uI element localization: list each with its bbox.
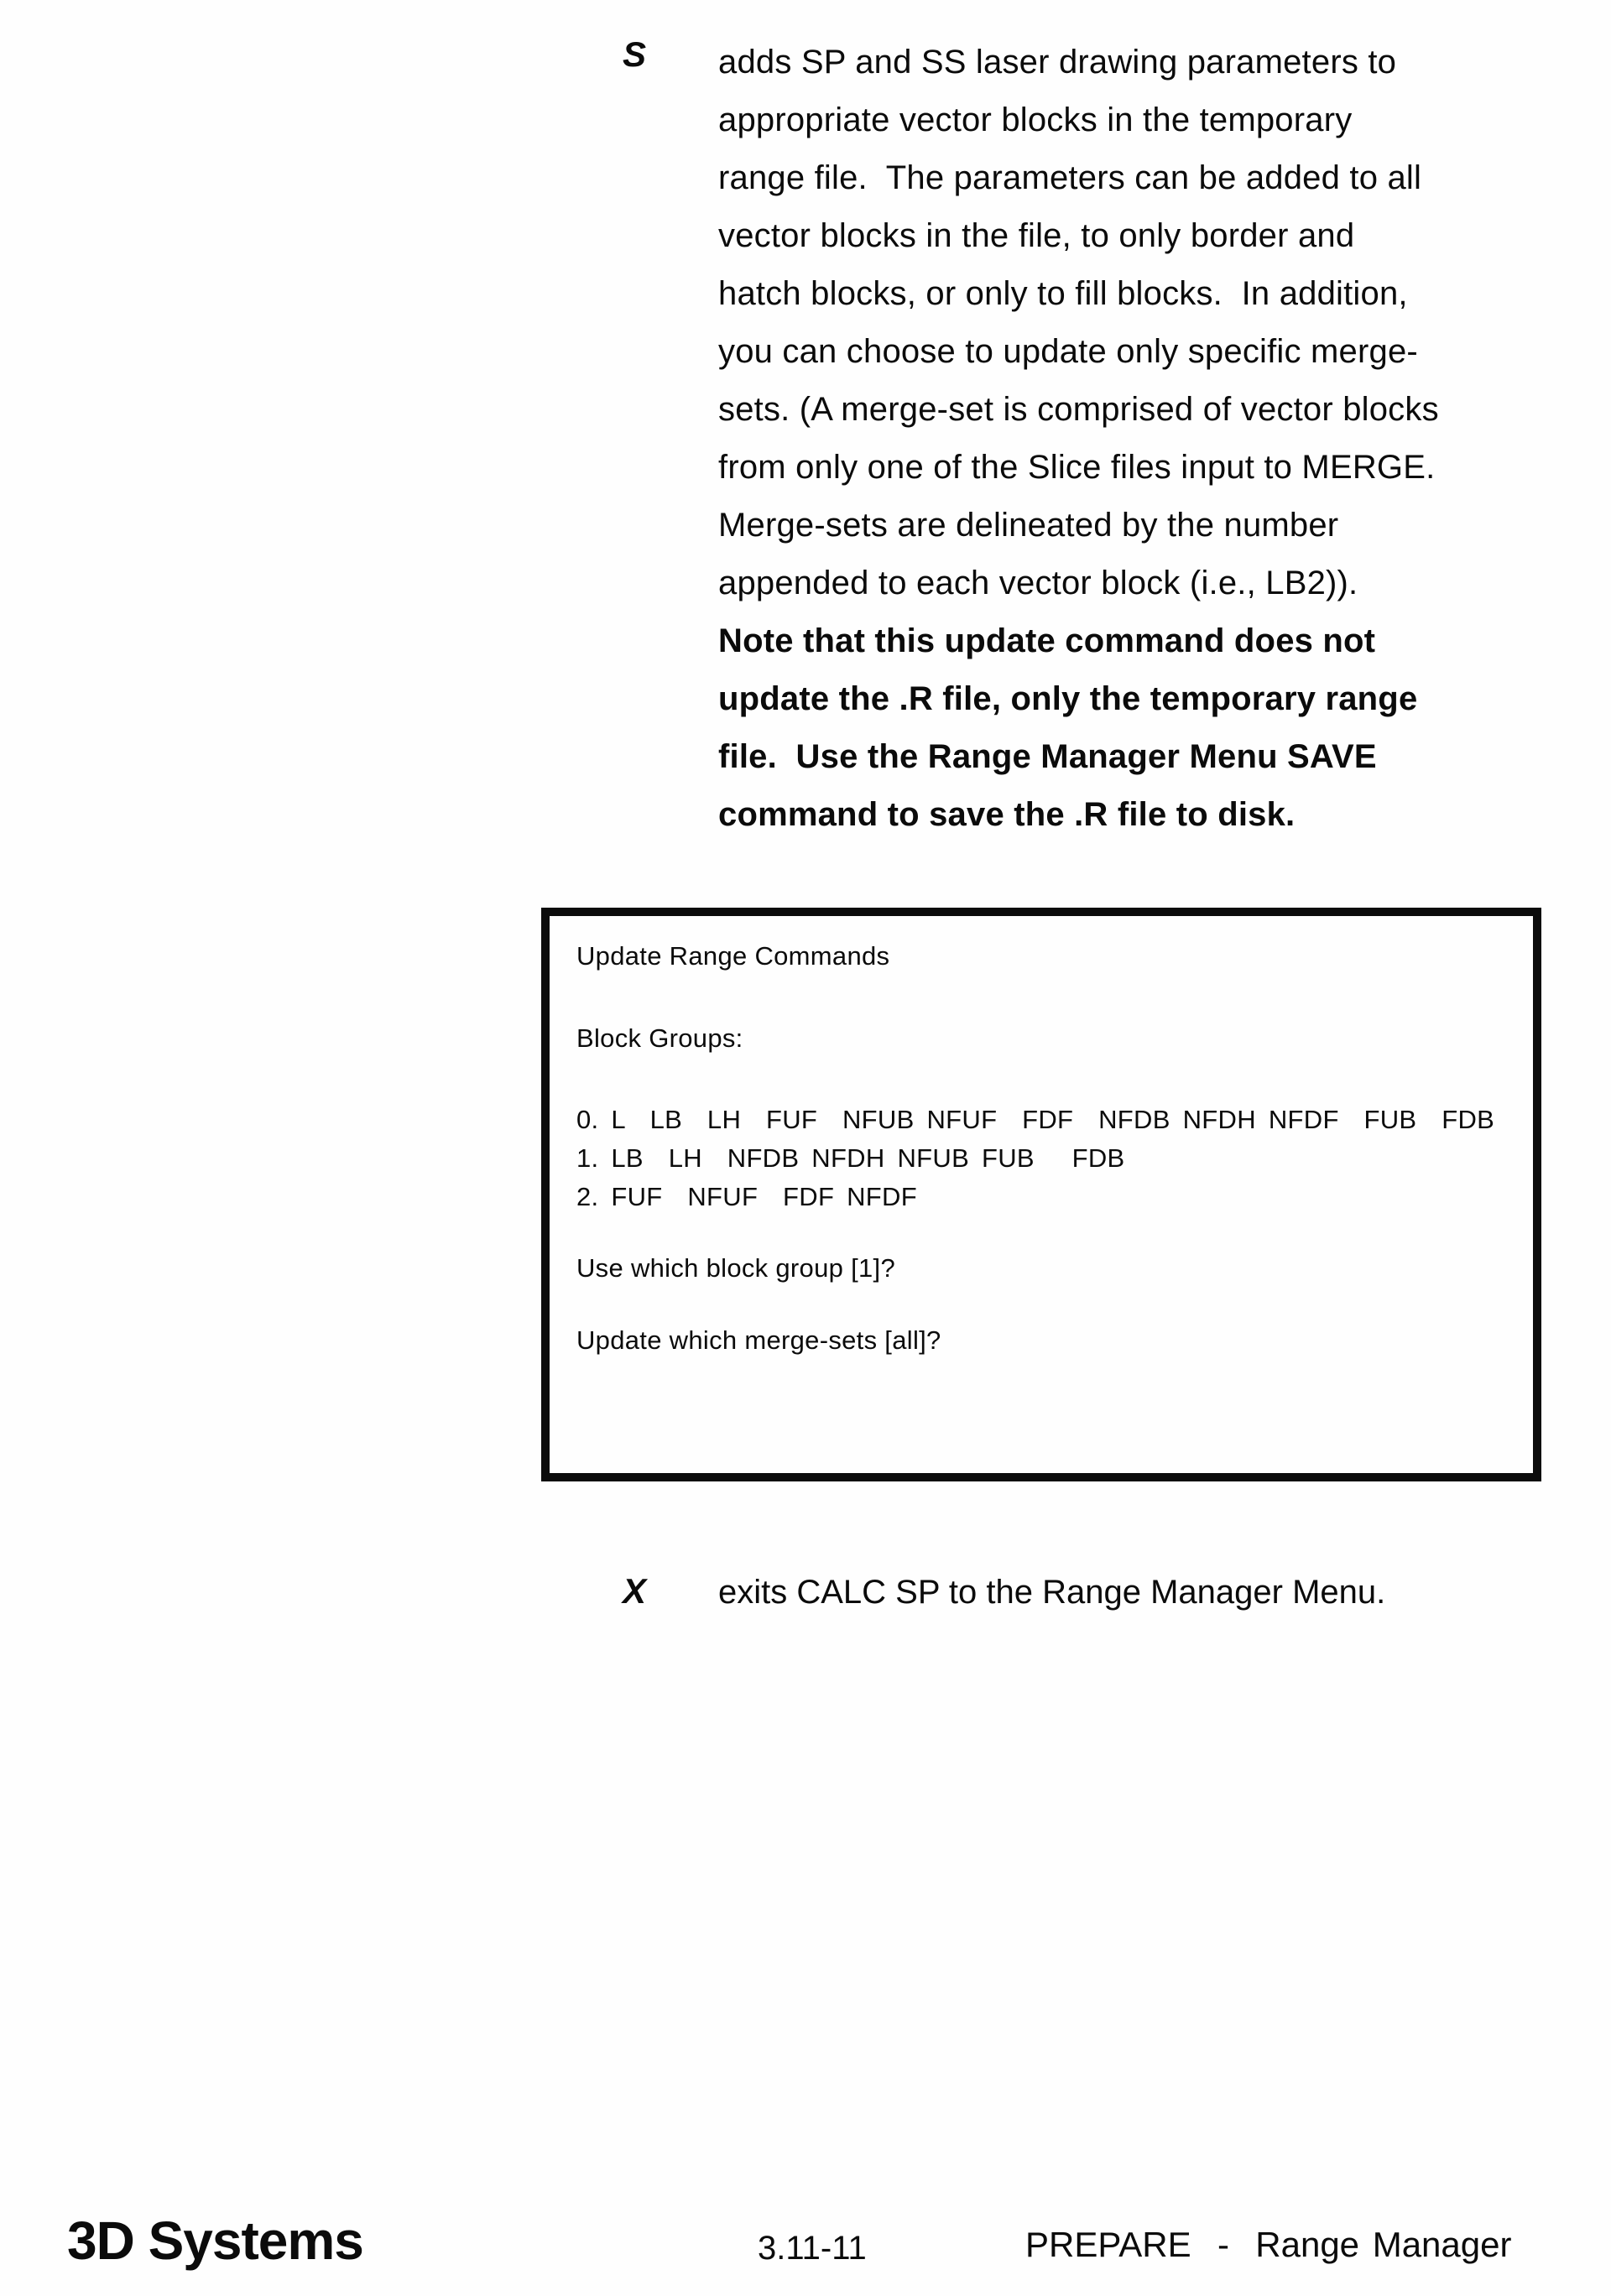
paragraph-line: hatch blocks, or only to fill blocks. In addition, bbox=[718, 275, 1408, 312]
block-group-list bbox=[576, 1101, 1525, 1216]
paragraph-line: Merge-sets are delineated by the number bbox=[718, 507, 1339, 544]
paragraph-line: from only one of the Slice files input to MERGE. bbox=[718, 449, 1436, 486]
paragraph-line: you can choose to update only specific merge- bbox=[718, 333, 1418, 370]
paragraph-line: vector blocks in the file, to only border and bbox=[718, 217, 1355, 254]
block-group-prompt: Use which block group [1]? bbox=[576, 1253, 895, 1283]
note-line: file. Use the Range Manager Menu SAVE bbox=[718, 738, 1377, 775]
command-s-body-lines bbox=[718, 34, 1439, 612]
paragraph-line: appropriate vector blocks in the temporary bbox=[718, 102, 1353, 138]
command-s-note-lines bbox=[718, 612, 1439, 844]
footer-section-title: PREPARE - Range Manager bbox=[1025, 2225, 1512, 2264]
footer-page-number: 3.11-11 bbox=[758, 2230, 867, 2267]
command-s-term: S bbox=[623, 34, 647, 74]
command-x-term: X bbox=[623, 1571, 647, 1611]
note-line: update the .R file, only the temporary range bbox=[718, 680, 1418, 717]
block-group-line: 1. LB LH NFDB NFDH NFUB FUB FDB bbox=[576, 1143, 1125, 1173]
command-s-description bbox=[718, 34, 1439, 844]
screen-title: Update Range Commands bbox=[576, 941, 890, 971]
paragraph-line: range file. The parameters can be added to all bbox=[718, 159, 1422, 196]
paragraph-line: sets. (A merge-set is comprised of vector blocks bbox=[718, 391, 1439, 428]
block-group-line: 2. FUF NFUF FDF NFDF bbox=[576, 1182, 917, 1211]
update-range-commands-screen bbox=[541, 908, 1541, 1481]
block-groups-label: Block Groups: bbox=[576, 1023, 743, 1053]
block-group-line: 0. L LB LH FUF NFUB NFUF FDF NFDB NFDH NFDF FUB FDB bbox=[576, 1105, 1495, 1134]
note-line: Note that this update command does not bbox=[718, 622, 1376, 659]
footer-brand-logo: 3D Systems bbox=[67, 2210, 363, 2271]
command-x-description: exits CALC SP to the Range Manager Menu. bbox=[718, 1574, 1386, 1611]
paragraph-line: appended to each vector block (i.e., LB2)). bbox=[718, 565, 1358, 601]
paragraph-line: adds SP and SS laser drawing parameters to bbox=[718, 44, 1397, 81]
note-line: command to save the .R file to disk. bbox=[718, 796, 1296, 833]
merge-sets-prompt: Update which merge-sets [all]? bbox=[576, 1325, 941, 1355]
